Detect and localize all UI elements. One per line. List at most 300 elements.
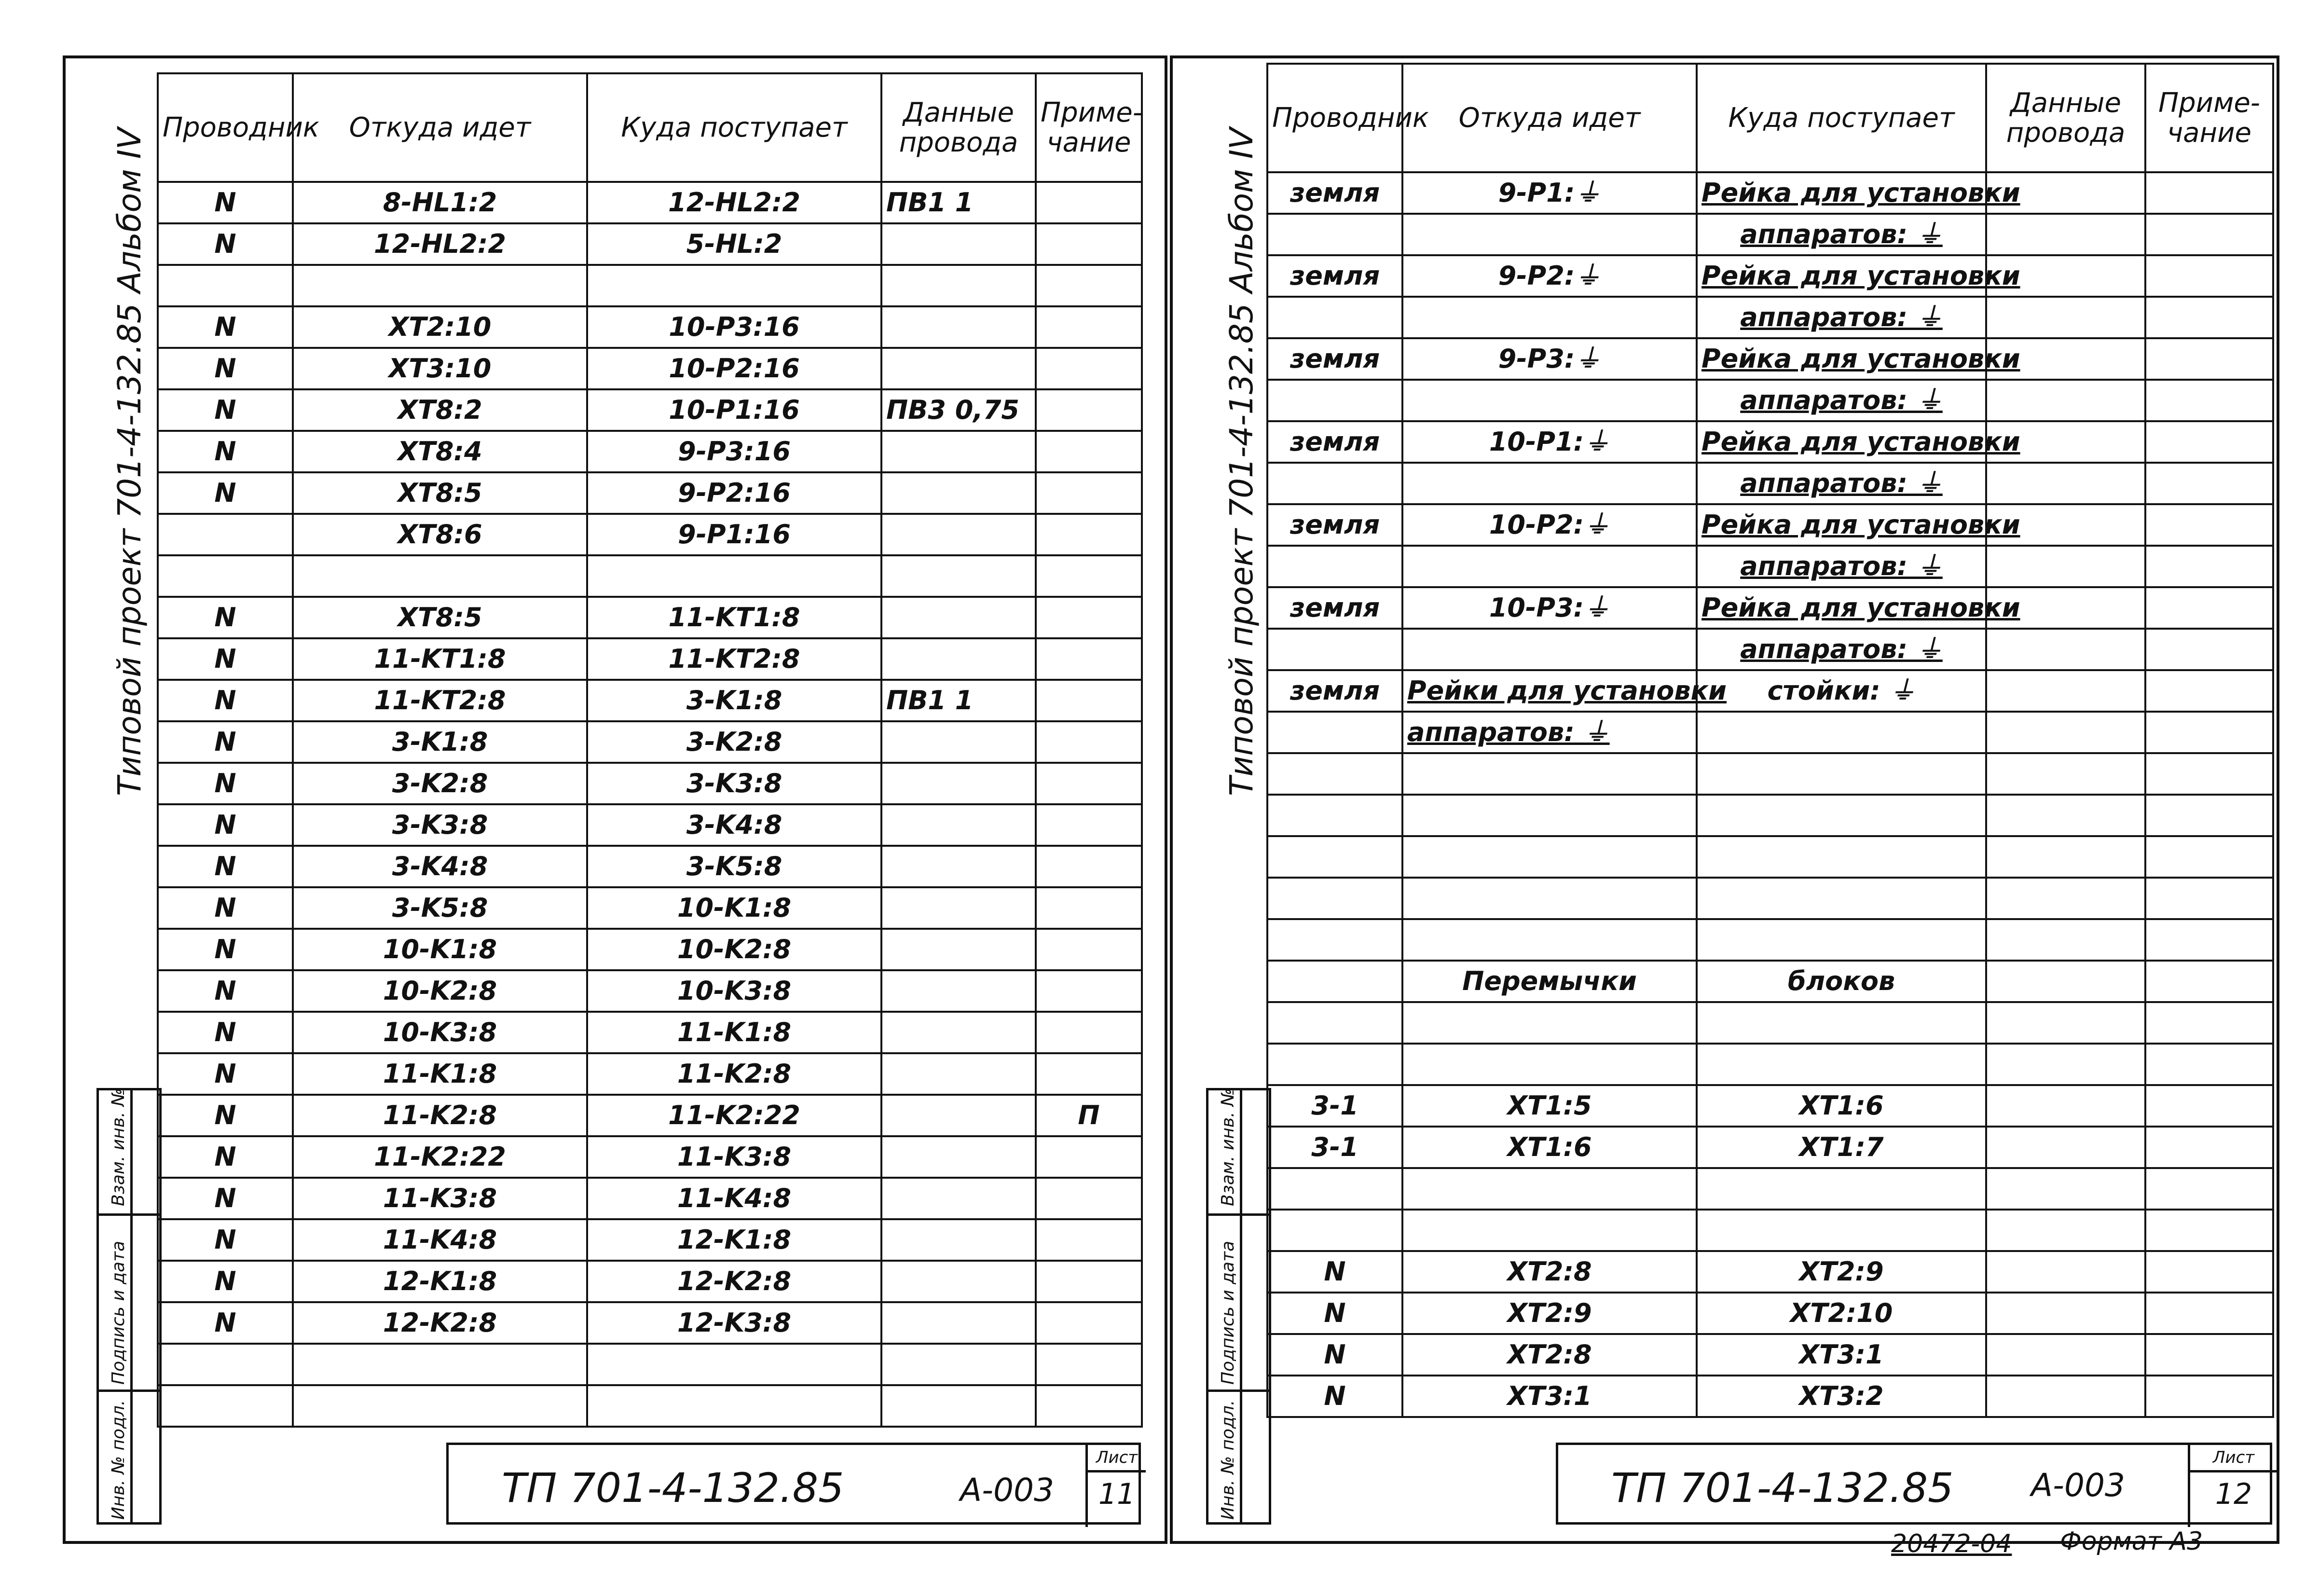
cell-to: аппаратов: ⏚	[1697, 380, 1986, 421]
table-row	[158, 1053, 1142, 1095]
table-row	[158, 846, 1142, 887]
cell-to	[587, 1344, 881, 1385]
cell-conductor: N	[1267, 1293, 1402, 1334]
cell-conductor: земля	[1267, 255, 1402, 297]
cell-wire-data	[881, 265, 1036, 306]
cell-to: 12-HL2:2	[587, 182, 881, 223]
cell-to	[1697, 753, 1986, 795]
right-side-strip	[1206, 1088, 1271, 1525]
cell-conductor	[158, 514, 293, 555]
cell-wire-data	[881, 1178, 1036, 1219]
left-sheet-number-box	[1085, 1445, 1146, 1527]
cell-note	[2145, 172, 2273, 214]
right-sheet-label: Лист	[2190, 1445, 2277, 1472]
cell-wire-data	[1986, 297, 2145, 338]
cell-from: XT8:5	[293, 597, 587, 638]
table-row	[1267, 1293, 2273, 1334]
cell-from	[1402, 753, 1697, 795]
table-row	[158, 1012, 1142, 1053]
cell-conductor: N	[158, 1261, 293, 1302]
cell-wire-data	[881, 472, 1036, 514]
cell-from: XT8:4	[293, 431, 587, 472]
cell-conductor	[1267, 878, 1402, 919]
cell-wire-data	[881, 929, 1036, 970]
cell-note	[1036, 348, 1142, 389]
cell-wire-data	[1986, 961, 2145, 1002]
cell-note	[2145, 878, 2273, 919]
cell-wire-data	[881, 1136, 1036, 1178]
cell-to	[1697, 919, 1986, 961]
table-row	[1267, 1334, 2273, 1376]
cell-note	[1036, 680, 1142, 721]
cell-conductor: N	[158, 348, 293, 389]
cell-from	[1402, 795, 1697, 836]
left-wiring-table	[157, 72, 1143, 1428]
cell-to: Рейка для установки	[1697, 587, 1986, 629]
cell-from	[1402, 1168, 1697, 1210]
table-row	[158, 887, 1142, 929]
cell-from: XT2:8	[1402, 1251, 1697, 1293]
cell-wire-data	[881, 1095, 1036, 1136]
cell-to: 9-P1:16	[587, 514, 881, 555]
cell-wire-data	[881, 970, 1036, 1012]
cell-to: Рейка для установки	[1697, 421, 1986, 463]
cell-wire-data	[881, 431, 1036, 472]
cell-wire-data	[1986, 629, 2145, 670]
cell-conductor: N	[158, 887, 293, 929]
cell-from	[1402, 1044, 1697, 1085]
cell-note	[1036, 763, 1142, 804]
cell-wire-data	[881, 1385, 1036, 1427]
cell-conductor: N	[1267, 1334, 1402, 1376]
cell-wire-data	[881, 1053, 1036, 1095]
cell-note	[2145, 836, 2273, 878]
table-row	[1267, 1044, 2273, 1085]
cell-from: XT8:2	[293, 389, 587, 431]
cell-note	[1036, 514, 1142, 555]
cell-to: 11-K4:8	[587, 1178, 881, 1219]
cell-note	[1036, 1136, 1142, 1178]
cell-to: 10-K3:8	[587, 970, 881, 1012]
cell-from: 3-K1:8	[293, 721, 587, 763]
cell-from: 10-K3:8	[293, 1012, 587, 1053]
table-row	[1267, 629, 2273, 670]
cell-to: 12-K3:8	[587, 1302, 881, 1344]
cell-from	[1402, 546, 1697, 587]
cell-from: 10-P3:⏚	[1402, 587, 1697, 629]
cell-conductor: земля	[1267, 504, 1402, 546]
cell-conductor: N	[158, 389, 293, 431]
cell-note	[2145, 795, 2273, 836]
right-sheet-no: 12	[2215, 1477, 2252, 1511]
right-sheet-number-box	[2188, 1445, 2277, 1527]
cell-note	[1036, 1385, 1142, 1427]
table-row	[1267, 878, 2273, 919]
cell-wire-data: ПВ1 1	[881, 182, 1036, 223]
cell-conductor: N	[158, 1219, 293, 1261]
cell-wire-data	[881, 306, 1036, 348]
table-row	[158, 1344, 1142, 1385]
cell-from: XT3:1	[1402, 1376, 1697, 1417]
cell-note	[2145, 1334, 2273, 1376]
table-row	[1267, 712, 2273, 753]
table-row	[158, 1302, 1142, 1344]
cell-from	[293, 555, 587, 597]
cell-conductor: N	[158, 763, 293, 804]
cell-to: Рейка для установки	[1697, 504, 1986, 546]
cell-from: XT1:6	[1402, 1127, 1697, 1168]
cell-note	[2145, 297, 2273, 338]
cell-wire-data	[1986, 1085, 2145, 1127]
cell-conductor: 3-1	[1267, 1085, 1402, 1127]
cell-conductor	[1267, 380, 1402, 421]
cell-wire-data	[1986, 878, 2145, 919]
cell-from	[1402, 380, 1697, 421]
cell-from: 3-K5:8	[293, 887, 587, 929]
table-row	[158, 804, 1142, 846]
table-row	[1267, 421, 2273, 463]
cell-from	[1402, 629, 1697, 670]
header-from: Откуда идет	[293, 73, 587, 182]
cell-to	[587, 1385, 881, 1427]
cell-from	[1402, 1210, 1697, 1251]
cell-conductor: N	[158, 431, 293, 472]
cell-conductor	[1267, 546, 1402, 587]
cell-conductor: N	[158, 1053, 293, 1095]
table-row	[1267, 1210, 2273, 1251]
cell-wire-data	[1986, 1293, 2145, 1334]
table-row	[158, 472, 1142, 514]
cell-wire-data	[881, 1261, 1036, 1302]
cell-to: Рейка для установки	[1697, 255, 1986, 297]
right-stamp-code: ТП 701-4-132.85	[1611, 1464, 1954, 1512]
table-row	[1267, 670, 2273, 712]
cell-to	[587, 555, 881, 597]
cell-to: Рейка для установки	[1697, 338, 1986, 380]
left-stamp-code: ТП 701-4-132.85	[502, 1464, 844, 1512]
cell-wire-data	[881, 887, 1036, 929]
cell-from	[1402, 878, 1697, 919]
cell-conductor: N	[1267, 1376, 1402, 1417]
cell-to: 11-K1:8	[587, 1012, 881, 1053]
table-row	[158, 555, 1142, 597]
footer-number: 20472-04	[1891, 1529, 2012, 1558]
cell-conductor: N	[158, 1178, 293, 1219]
header-wire-data: Данные провода	[1986, 64, 2145, 172]
cell-conductor: земля	[1267, 670, 1402, 712]
table-row	[1267, 1376, 2273, 1417]
left-side-strip	[96, 1088, 162, 1525]
cell-conductor: N	[158, 1302, 293, 1344]
cell-note	[2145, 546, 2273, 587]
table-row	[158, 1136, 1142, 1178]
cell-to: 12-K1:8	[587, 1219, 881, 1261]
cell-to	[1697, 878, 1986, 919]
right-album-label: Типовой проект 701-4-132.85 Альбом IV	[1223, 127, 1260, 796]
cell-to: 11-K2:8	[587, 1053, 881, 1095]
cell-conductor: земля	[1267, 338, 1402, 380]
cell-conductor	[1267, 463, 1402, 504]
cell-note	[1036, 804, 1142, 846]
cell-conductor	[158, 1385, 293, 1427]
table-row	[158, 306, 1142, 348]
cell-note	[1036, 887, 1142, 929]
cell-from: 8-HL1:2	[293, 182, 587, 223]
cell-conductor: N	[158, 182, 293, 223]
cell-conductor: N	[158, 970, 293, 1012]
header-note: Приме- чание	[2145, 64, 2273, 172]
cell-to: 3-K4:8	[587, 804, 881, 846]
cell-wire-data	[1986, 753, 2145, 795]
cell-wire-data	[881, 1344, 1036, 1385]
cell-conductor	[158, 265, 293, 306]
cell-conductor	[1267, 795, 1402, 836]
side-label-replace: Взам. инв. №	[109, 1088, 128, 1206]
cell-to	[587, 265, 881, 306]
cell-note	[2145, 1293, 2273, 1334]
table-row	[1267, 338, 2273, 380]
cell-note	[2145, 421, 2273, 463]
cell-to: 3-K3:8	[587, 763, 881, 804]
cell-note	[2145, 629, 2273, 670]
cell-from	[1402, 836, 1697, 878]
cell-from	[1402, 214, 1697, 255]
cell-note	[1036, 389, 1142, 431]
cell-conductor	[158, 555, 293, 597]
cell-wire-data	[1986, 670, 2145, 712]
cell-note	[2145, 338, 2273, 380]
cell-to: стойки: ⏚	[1697, 670, 1986, 712]
cell-from: 12-HL2:2	[293, 223, 587, 265]
header-to: Куда поступает	[1697, 64, 1986, 172]
left-title-block	[446, 1443, 1141, 1525]
cell-from: 11-K2:8	[293, 1095, 587, 1136]
cell-wire-data	[881, 597, 1036, 638]
cell-conductor: N	[158, 597, 293, 638]
cell-wire-data: ПВ3 0,75	[881, 389, 1036, 431]
cell-to	[1697, 1044, 1986, 1085]
cell-conductor	[1267, 1044, 1402, 1085]
table-row	[158, 1219, 1142, 1261]
table-row	[1267, 919, 2273, 961]
cell-conductor	[1267, 961, 1402, 1002]
cell-to	[1697, 795, 1986, 836]
table-row	[158, 182, 1142, 223]
cell-wire-data	[881, 223, 1036, 265]
cell-wire-data: ПВ1 1	[881, 680, 1036, 721]
cell-conductor: земля	[1267, 587, 1402, 629]
cell-wire-data	[1986, 1168, 2145, 1210]
cell-note	[2145, 1044, 2273, 1085]
cell-wire-data	[881, 348, 1036, 389]
left-stamp-doc: А-003	[960, 1472, 1054, 1509]
cell-note	[2145, 1251, 2273, 1293]
cell-note	[2145, 712, 2273, 753]
table-row	[158, 1385, 1142, 1427]
cell-note	[1036, 846, 1142, 887]
table-row	[1267, 1168, 2273, 1210]
cell-to: аппаратов: ⏚	[1697, 463, 1986, 504]
cell-conductor: земля	[1267, 172, 1402, 214]
right-stamp-doc: А-003	[2031, 1467, 2125, 1504]
table-row	[158, 721, 1142, 763]
cell-to: XT3:2	[1697, 1376, 1986, 1417]
cell-wire-data	[881, 1219, 1036, 1261]
cell-wire-data	[1986, 1002, 2145, 1044]
cell-note	[2145, 1210, 2273, 1251]
right-title-block	[1556, 1443, 2272, 1525]
table-row	[158, 970, 1142, 1012]
cell-from: Рейки для установки	[1402, 670, 1697, 712]
table-row	[158, 1261, 1142, 1302]
cell-to: XT3:1	[1697, 1334, 1986, 1376]
cell-conductor: N	[158, 1012, 293, 1053]
cell-wire-data	[881, 846, 1036, 887]
cell-from: 11-K3:8	[293, 1178, 587, 1219]
table-row	[1267, 297, 2273, 338]
cell-conductor: N	[158, 306, 293, 348]
cell-from: XT2:8	[1402, 1334, 1697, 1376]
table-row	[158, 389, 1142, 431]
cell-conductor	[1267, 712, 1402, 753]
cell-note	[1036, 1012, 1142, 1053]
cell-from: Перемычки	[1402, 961, 1697, 1002]
cell-note	[2145, 670, 2273, 712]
table-row	[158, 1178, 1142, 1219]
table-row	[158, 223, 1142, 265]
cell-conductor: N	[158, 223, 293, 265]
cell-conductor: N	[158, 638, 293, 680]
cell-note	[1036, 597, 1142, 638]
cell-note	[1036, 431, 1142, 472]
cell-to	[1697, 1168, 1986, 1210]
cell-note	[1036, 472, 1142, 514]
cell-note	[1036, 223, 1142, 265]
cell-from: 12-K2:8	[293, 1302, 587, 1344]
table-row	[1267, 504, 2273, 546]
table-row	[1267, 214, 2273, 255]
left-sheet-no: 11	[1098, 1477, 1136, 1511]
cell-note	[1036, 265, 1142, 306]
cell-wire-data	[881, 638, 1036, 680]
cell-from: XT8:5	[293, 472, 587, 514]
cell-note	[1036, 929, 1142, 970]
cell-to: 10-K2:8	[587, 929, 881, 970]
table-row	[158, 431, 1142, 472]
cell-note	[2145, 1002, 2273, 1044]
cell-wire-data	[1986, 712, 2145, 753]
cell-note	[2145, 380, 2273, 421]
table-row	[1267, 753, 2273, 795]
cell-wire-data	[1986, 836, 2145, 878]
cell-wire-data	[881, 721, 1036, 763]
side-label-inv: Инв. № подл.	[1218, 1400, 1238, 1520]
cell-conductor	[1267, 297, 1402, 338]
cell-to: 3-K2:8	[587, 721, 881, 763]
cell-conductor: N	[158, 1095, 293, 1136]
cell-conductor: N	[158, 846, 293, 887]
cell-wire-data	[1986, 1334, 2145, 1376]
table-row	[1267, 1127, 2273, 1168]
table-row	[1267, 172, 2273, 214]
table-row	[158, 638, 1142, 680]
cell-wire-data	[881, 1302, 1036, 1344]
cell-from: 9-P1:⏚	[1402, 172, 1697, 214]
header-wire-data: Данные провода	[881, 73, 1036, 182]
cell-to: 10-P2:16	[587, 348, 881, 389]
cell-wire-data	[881, 763, 1036, 804]
cell-note	[2145, 463, 2273, 504]
cell-conductor: N	[158, 929, 293, 970]
cell-from: 10-K2:8	[293, 970, 587, 1012]
cell-conductor	[1267, 919, 1402, 961]
cell-note	[2145, 961, 2273, 1002]
cell-from: 3-K3:8	[293, 804, 587, 846]
cell-conductor	[1267, 629, 1402, 670]
cell-to: Рейка для установки	[1697, 172, 1986, 214]
cell-note	[2145, 1376, 2273, 1417]
cell-conductor	[1267, 753, 1402, 795]
cell-to: 11-K2:22	[587, 1095, 881, 1136]
table-row	[158, 348, 1142, 389]
cell-to: аппаратов: ⏚	[1697, 214, 1986, 255]
table-row	[1267, 961, 2273, 1002]
table-row	[158, 1095, 1142, 1136]
cell-from: XT2:10	[293, 306, 587, 348]
cell-conductor	[1267, 1168, 1402, 1210]
cell-note	[2145, 753, 2273, 795]
cell-note	[2145, 1127, 2273, 1168]
cell-from: 10-P2:⏚	[1402, 504, 1697, 546]
cell-to	[1697, 836, 1986, 878]
cell-conductor	[158, 1344, 293, 1385]
cell-note	[2145, 587, 2273, 629]
header-conductor: Проводник	[158, 73, 293, 182]
cell-to: 10-P3:16	[587, 306, 881, 348]
cell-from	[1402, 463, 1697, 504]
cell-to: 3-K1:8	[587, 680, 881, 721]
cell-from: 11-K2:22	[293, 1136, 587, 1178]
cell-wire-data	[1986, 214, 2145, 255]
cell-wire-data	[881, 1012, 1036, 1053]
table-row	[1267, 546, 2273, 587]
header-conductor: Проводник	[1267, 64, 1402, 172]
cell-note	[2145, 214, 2273, 255]
table-row	[1267, 380, 2273, 421]
header-to: Куда поступает	[587, 73, 881, 182]
cell-from: 11-KT1:8	[293, 638, 587, 680]
cell-conductor: N	[158, 472, 293, 514]
cell-wire-data	[881, 555, 1036, 597]
cell-to: XT2:10	[1697, 1293, 1986, 1334]
side-label-inv: Инв. № подл.	[109, 1400, 128, 1520]
cell-wire-data	[1986, 1210, 2145, 1251]
cell-from: 10-P1:⏚	[1402, 421, 1697, 463]
cell-from	[293, 265, 587, 306]
cell-note	[2145, 255, 2273, 297]
cell-to: аппаратов: ⏚	[1697, 546, 1986, 587]
table-row	[1267, 1251, 2273, 1293]
cell-to: 11-KT2:8	[587, 638, 881, 680]
cell-note	[1036, 638, 1142, 680]
cell-wire-data	[1986, 463, 2145, 504]
header-from: Откуда идет	[1402, 64, 1697, 172]
cell-to: 3-K5:8	[587, 846, 881, 887]
cell-to: 5-HL:2	[587, 223, 881, 265]
cell-from: 10-K1:8	[293, 929, 587, 970]
table-row	[158, 929, 1142, 970]
cell-to: 9-P3:16	[587, 431, 881, 472]
